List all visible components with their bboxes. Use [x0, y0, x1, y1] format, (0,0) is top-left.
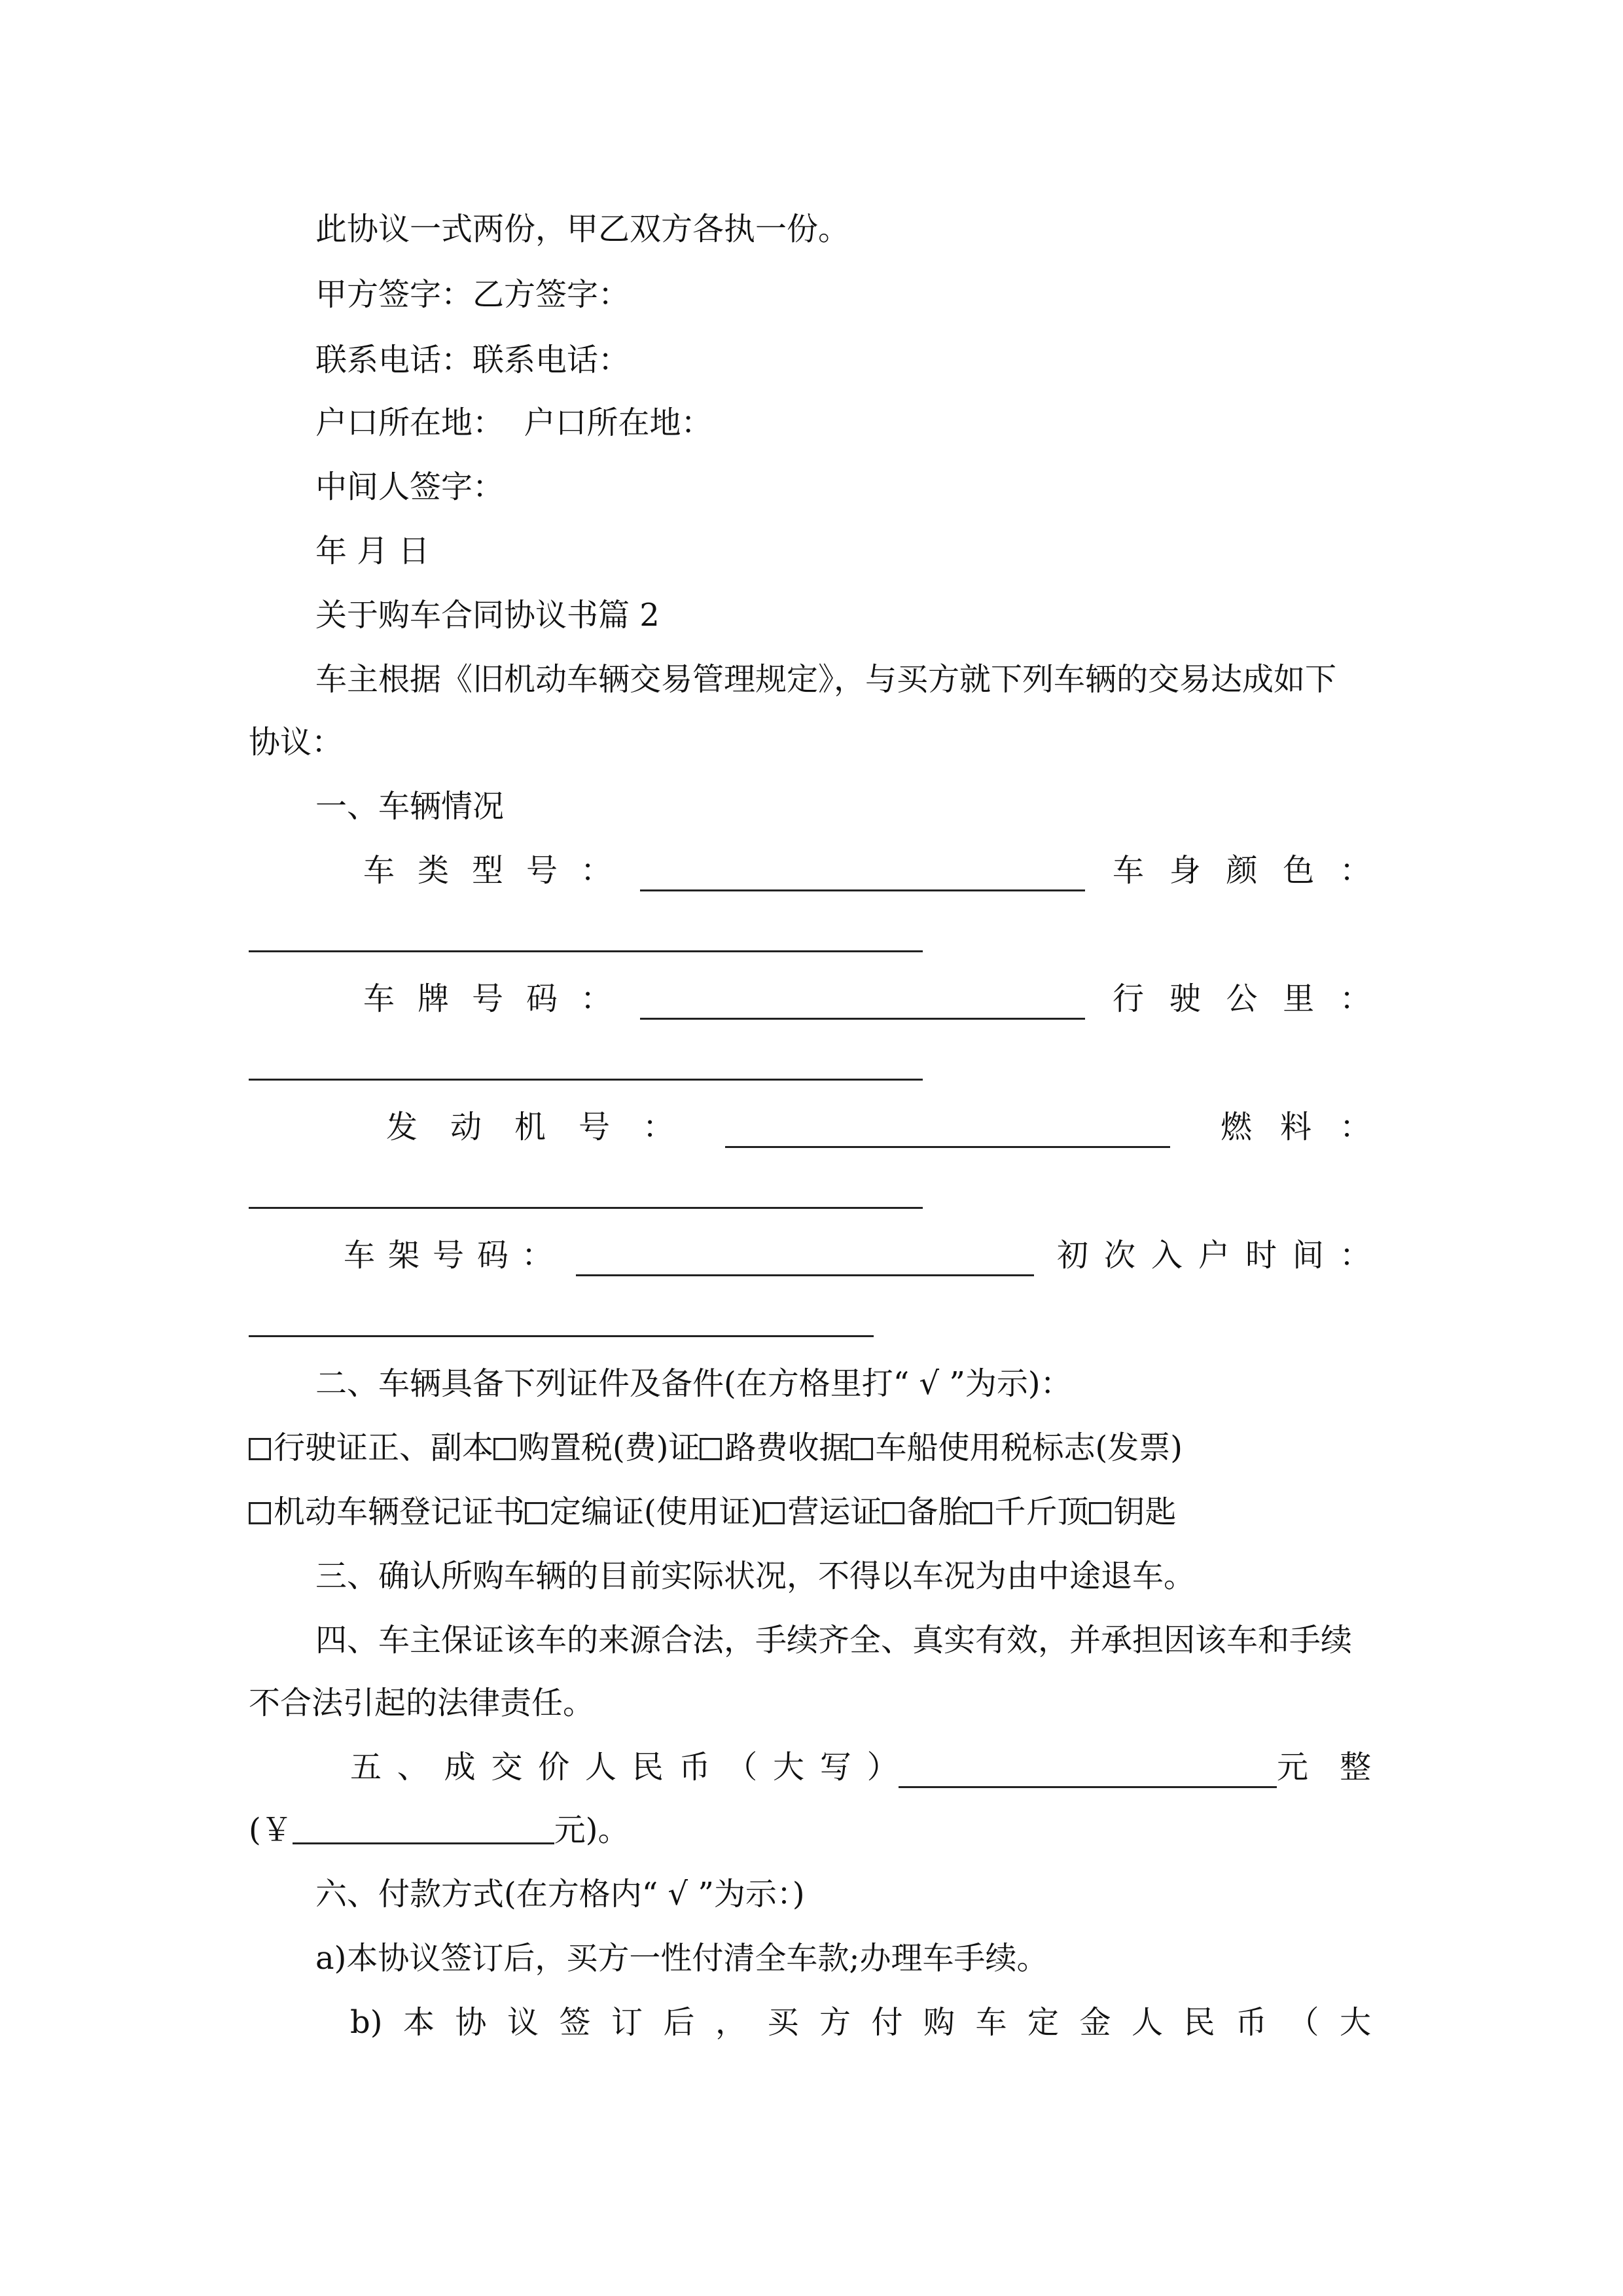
docs-row-2: [249, 1491, 1387, 1533]
mileage-blank[interactable]: [249, 1079, 923, 1081]
label-char: 后: [663, 2004, 695, 2041]
label-char: 行: [1113, 980, 1145, 1017]
label-char: 机: [514, 1109, 546, 1145]
line-date: 年 月 日: [315, 533, 430, 569]
label-char: ：: [1339, 980, 1371, 1017]
doc-label: 备胎: [906, 1494, 970, 1530]
heading-legality-2: 不合法引起的法律责任。: [249, 1685, 595, 1721]
checkbox[interactable]: [970, 1502, 992, 1524]
label-char: 车: [363, 852, 395, 889]
label-char: 人: [1131, 2004, 1163, 2041]
docs-row-1: [249, 1427, 1387, 1469]
price-unit: 元整: [1276, 1749, 1402, 1785]
label-char: ：: [642, 1109, 674, 1145]
label-char: 本: [402, 2004, 435, 2041]
price-number-open: (￥: [249, 1812, 293, 1848]
label-char: 户: [1198, 1237, 1230, 1274]
line-copies: 此协议一式两份，甲乙双方各执一份。: [315, 211, 850, 247]
heading-legality-1: 四、车主保证该车的来源合法，手续齐全、真实有效，并承担因该车和手续: [315, 1622, 1353, 1659]
label-char: 写: [819, 1749, 851, 1785]
plate-blank[interactable]: [640, 992, 1085, 1020]
label-char: 金: [1079, 2004, 1111, 2041]
label-char: 码: [476, 1237, 508, 1274]
engine-blank[interactable]: [725, 1120, 1170, 1148]
doc-label: 路费收据: [724, 1429, 851, 1466]
label-char: ：: [580, 980, 612, 1017]
heading-documents: 二、车辆具备下列证件及备件(在方格里打“ √ ”为示)：: [315, 1365, 1072, 1402]
first-registration-blank[interactable]: [249, 1335, 874, 1337]
label-char: 车: [363, 980, 395, 1017]
label-char: 交: [491, 1749, 523, 1785]
price-number-close: 元)。: [554, 1812, 630, 1848]
label-char: ：: [1339, 1109, 1371, 1145]
doc-label: 行驶证正、副本: [274, 1429, 494, 1466]
line-hukou: 户口所在地： 户口所在地：: [315, 404, 713, 441]
checkbox[interactable]: [249, 1502, 271, 1524]
label-mileage: [1113, 978, 1371, 1020]
label-char: 成: [444, 1749, 476, 1785]
label-char: 驶: [1169, 980, 1201, 1017]
label-char: 初: [1057, 1237, 1089, 1274]
label-plate: [363, 978, 612, 1020]
label-char: 次: [1103, 1237, 1135, 1274]
label-char: 议: [507, 2004, 539, 2041]
label-char: ）: [866, 1749, 899, 1785]
label-char: 里: [1283, 980, 1315, 1017]
checkbox[interactable]: [851, 1438, 873, 1460]
label-char: 号: [526, 852, 558, 889]
label-char: 币: [1235, 2004, 1267, 2041]
label-frame: [344, 1234, 553, 1276]
row-price-number: [249, 1809, 1387, 1851]
label-char: 民: [1183, 2004, 1215, 2041]
label-char: 车: [344, 1237, 376, 1274]
heading-vehicle-info: 一、车辆情况: [315, 788, 505, 825]
line-middleman: 中间人签字：: [315, 469, 505, 505]
label-char: 身: [1169, 852, 1201, 889]
label-char: 方: [819, 2004, 851, 2041]
label-char: 协: [455, 2004, 487, 2041]
label-char: 五: [350, 1749, 382, 1785]
heading-payment: 六、付款方式(在方格内“ √ ”为示：): [315, 1876, 805, 1912]
label-char: 型: [471, 852, 503, 889]
label-fuel: [1221, 1106, 1371, 1148]
label-char: 间: [1292, 1237, 1324, 1274]
label-char: 动: [450, 1109, 482, 1145]
label-char: 入: [1150, 1237, 1183, 1274]
label-char: ，: [715, 2004, 747, 2041]
checkbox[interactable]: [249, 1438, 271, 1460]
label-char: 车: [975, 2004, 1007, 2041]
doc-label: 购置税(费)证: [518, 1429, 700, 1466]
label-char: 料: [1279, 1109, 1311, 1145]
label-char: 色: [1283, 852, 1315, 889]
label-char: 类: [417, 852, 449, 889]
label-char: 颜: [1226, 852, 1258, 889]
doc-label: 机动车辆登记证书: [274, 1494, 526, 1530]
label-char: 牌: [417, 980, 449, 1017]
frame-blank[interactable]: [576, 1248, 1034, 1276]
label-char: 架: [387, 1237, 419, 1274]
label-char: ：: [580, 852, 612, 889]
price-number-blank[interactable]: [293, 1816, 554, 1844]
fuel-blank[interactable]: [249, 1207, 923, 1209]
label-engine: [386, 1106, 674, 1148]
payment-option-b: [350, 2001, 1371, 2043]
doc-label: 车船使用税标志(发票): [875, 1429, 1183, 1466]
row-frame: [344, 1234, 1371, 1276]
checkbox[interactable]: [525, 1502, 547, 1524]
doc-label: 千斤顶: [994, 1494, 1089, 1530]
label-char: 号: [432, 1237, 464, 1274]
payment-option-a: a)本协议签订后，买方一性付清全车款;办理车手续。: [315, 1940, 1048, 1977]
checkbox[interactable]: [882, 1502, 904, 1524]
label-char: 燃: [1221, 1109, 1253, 1145]
label-char: 号: [578, 1109, 610, 1145]
label-char: ：: [1339, 1237, 1371, 1274]
label-char: 号: [471, 980, 503, 1017]
label-char: 签: [559, 2004, 591, 2041]
label-char: 公: [1226, 980, 1258, 1017]
intro-line-1: 车主根据《旧机动车辆交易管理规定》，与买方就下列车辆的交易达成如下: [315, 661, 1337, 698]
doc-label: 营运证: [787, 1494, 882, 1530]
label-body-color: [1113, 850, 1371, 891]
doc-label: 定编证(使用证): [550, 1494, 763, 1530]
label-char: 订: [611, 2004, 643, 2041]
label-char: ：: [1339, 852, 1371, 889]
label-char: 买: [767, 2004, 799, 2041]
label-char: 大: [773, 1749, 805, 1785]
label-char: 付: [871, 2004, 903, 2041]
car-type-blank[interactable]: [640, 863, 1085, 891]
label-char: （: [726, 1749, 758, 1785]
row-car-type: [363, 850, 1371, 891]
checkbox[interactable]: [762, 1502, 785, 1524]
intro-line-2: 协议：: [249, 724, 344, 761]
label-char: 大: [1339, 2004, 1371, 2041]
checkbox[interactable]: [1089, 1502, 1111, 1524]
row-price: [350, 1746, 1402, 1788]
label-char: 车: [1113, 852, 1145, 889]
label-char: 码: [526, 980, 558, 1017]
line-signatures: 甲方签字：乙方签字：: [315, 276, 630, 313]
label-char: （: [1287, 2004, 1319, 2041]
line-phones: 联系电话：联系电话：: [315, 342, 630, 378]
label-char: 定: [1027, 2004, 1059, 2041]
label-car-type: [363, 850, 612, 891]
body-color-blank[interactable]: [249, 950, 923, 952]
label-char: 时: [1245, 1237, 1277, 1274]
label-char: 民: [632, 1749, 664, 1785]
label-char: 、: [397, 1749, 429, 1785]
label-first-registration: [1057, 1234, 1371, 1276]
label-price: [350, 1746, 899, 1788]
checkbox[interactable]: [700, 1438, 722, 1460]
label-char: b): [350, 2004, 383, 2041]
section-title: 关于购车合同协议书篇 2: [315, 597, 660, 634]
label-char: 价: [538, 1749, 570, 1785]
label-char: ：: [521, 1237, 553, 1274]
row-engine: [386, 1106, 1371, 1148]
checkbox[interactable]: [493, 1438, 516, 1460]
row-plate: [363, 978, 1371, 1020]
label-char: 人: [584, 1749, 616, 1785]
label-char: 币: [679, 1749, 711, 1785]
doc-label: 钥匙: [1113, 1494, 1177, 1530]
label-char: 购: [923, 2004, 955, 2041]
heading-condition: 三、确认所购车辆的目前实际状况，不得以车况为由中途退车。: [315, 1558, 1196, 1594]
price-words-blank[interactable]: [899, 1760, 1277, 1788]
label-char: 发: [386, 1109, 418, 1145]
